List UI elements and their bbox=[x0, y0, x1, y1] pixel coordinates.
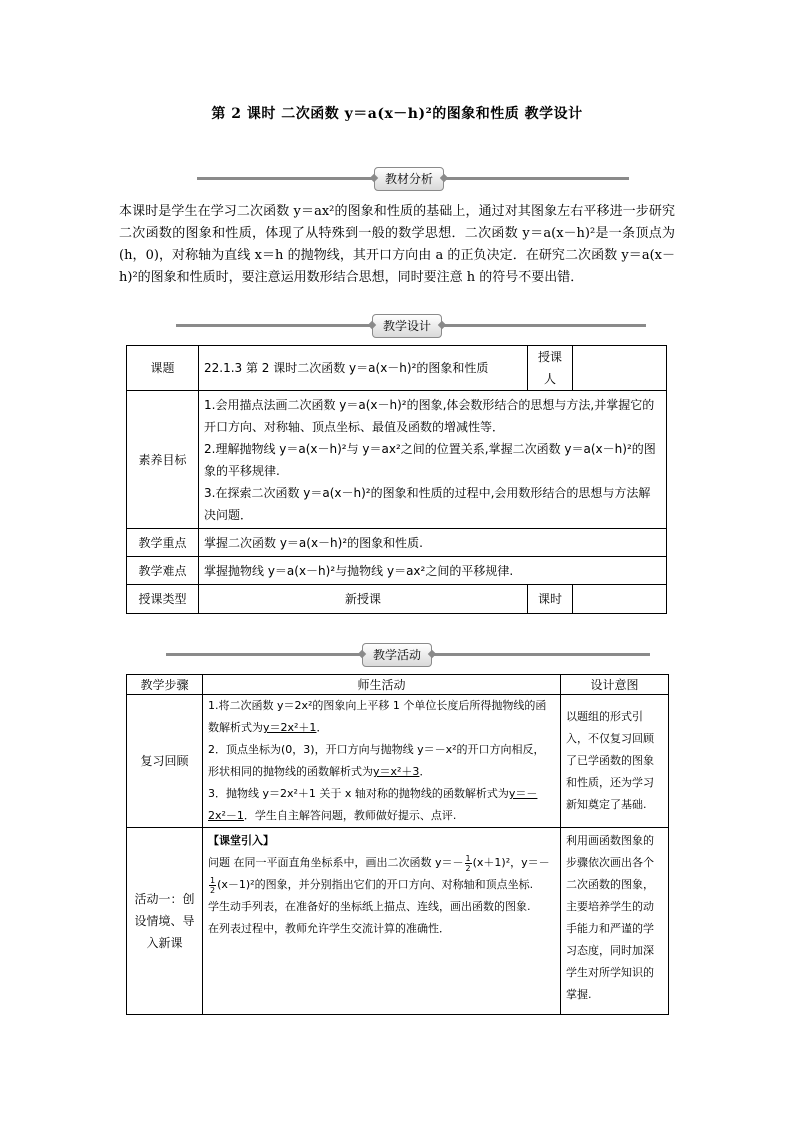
objective-item: 3.在探索二次函数 y＝a(x－h)²的图象和性质的过程中,会用数形结合的思想与方法解决问题． bbox=[204, 485, 651, 522]
key-value: 掌握二次函数 y＝a(x－h)²的图象和性质. bbox=[199, 529, 667, 557]
section-header-analysis bbox=[197, 167, 629, 191]
activity-table bbox=[126, 674, 669, 1015]
review-question: 2．顶点坐标为(0，3)，开口方向与抛物线 y＝－x²的开口方向相反，形状相同的抛物线的函数解析式为y＝x²＋3． bbox=[208, 743, 545, 778]
header-intent: 设计意图 bbox=[561, 675, 669, 695]
section-label: 教材分析 bbox=[374, 167, 444, 191]
section-header-design bbox=[176, 314, 646, 338]
fraction: $\frac{1}{2}$ bbox=[210, 875, 216, 895]
key-label: 教学重点 bbox=[127, 529, 199, 557]
teacher-value bbox=[573, 346, 667, 391]
hours-value bbox=[573, 585, 667, 614]
section-header-activity bbox=[166, 643, 650, 667]
section-label: 教学活动 bbox=[362, 643, 432, 667]
table-row bbox=[127, 346, 667, 391]
answer-underline: y＝x²＋3 bbox=[373, 765, 420, 778]
design-table bbox=[126, 345, 667, 614]
answer-underline: y＝2x²＋1 bbox=[263, 721, 317, 734]
activity-text: 在列表过程中，教师允许学生交流计算的准确性． bbox=[208, 922, 450, 935]
page-title: 第 2 课时 二次函数 y＝a(x－h)²的图象和性质 教学设计 bbox=[211, 106, 583, 122]
table-row bbox=[127, 557, 667, 585]
table-row bbox=[127, 585, 667, 614]
answer-underline: y＝－2x²－1 bbox=[208, 787, 538, 822]
objectives-label: 素养目标 bbox=[127, 391, 199, 529]
review-question: 3．抛物线 y＝2x²＋1 关于 x 轴对称的抛物线的函数解析式为y＝－2x²－1．学生自主解答问题，教师做好提示、点评. bbox=[208, 787, 538, 822]
topic-value: 22.1.3 第 2 课时二次函数 y＝a(x－h)²的图象和性质 bbox=[199, 346, 528, 391]
activity-cell bbox=[203, 695, 561, 828]
teacher-label: 授课人 bbox=[528, 346, 573, 391]
type-value: 新授课 bbox=[199, 585, 528, 614]
objective-item: 2.理解抛物线 y＝a(x－h)²与 y＝ax²之间的位置关系,掌握二次函数 y＝a(x－h)²的图象的平移规律. bbox=[204, 441, 656, 478]
intent-cell: 利用画函数图象的步骤依次画出各个二次函数的图象，主要培养学生的动手能力和严谨的学习态度，同时加深学生对所学知识的掌握. bbox=[561, 828, 669, 1015]
analysis-paragraph: 本课时是学生在学习二次函数 y＝ax²的图象和性质的基础上，通过对其图象左右平移进一步研究二次函数的图象和性质，体现了从特殊到一般的数学思想．二次函数 y＝a(x－h)²是一条顶点为(h，0)，对称轴为直线 x＝h 的抛物线，其开口方向由 a 的正负决定．在研究二次函数 y＝a(x－h)²的图象和性质时，要注意运用数形结合思想，同时要注意 h 的符号不要出错． bbox=[119, 204, 675, 285]
intro-label: 【课堂引入】 bbox=[208, 834, 274, 847]
topic-label: 课题 bbox=[127, 346, 199, 391]
table-row bbox=[127, 391, 667, 529]
hours-label: 课时 bbox=[528, 585, 573, 614]
type-label: 授课类型 bbox=[127, 585, 199, 614]
section-label: 教学设计 bbox=[372, 314, 442, 338]
difficult-value: 掌握抛物线 y＝a(x－h)²与抛物线 y＝ax²之间的平移规律. bbox=[199, 557, 667, 585]
fraction: $\frac{1}{2}$ bbox=[465, 853, 471, 873]
header-activity: 师生活动 bbox=[203, 675, 561, 695]
step-cell: 活动一：创设情境、导入新课 bbox=[127, 828, 203, 1015]
step-cell: 复习回顾 bbox=[127, 695, 203, 828]
table-row bbox=[127, 529, 667, 557]
activity-cell bbox=[203, 828, 561, 1015]
header-step: 教学步骤 bbox=[127, 675, 203, 695]
table-row bbox=[127, 828, 669, 1015]
table-row bbox=[127, 695, 669, 828]
review-question: 1.将二次函数 y＝2x²的图象向上平移 1 个单位长度后所得抛物线的函数解析式为y＝2x²＋1． bbox=[208, 699, 547, 734]
activity-text: 学生动手列表，在准备好的坐标纸上描点、连线，画出函数的图象. bbox=[208, 900, 531, 913]
difficult-label: 教学难点 bbox=[127, 557, 199, 585]
objective-item: 1.会用描点法画二次函数 y＝a(x－h)²的图象,体会数形结合的思想与方法,并掌握它的开口方向、对称轴、顶点坐标、最值及函数的增减性等． bbox=[204, 397, 655, 434]
table-header-row bbox=[127, 675, 669, 695]
intent-cell: 以题组的形式引入，不仅复习回顾了已学函数的图象和性质，还为学习新知奠定了基础. bbox=[561, 695, 669, 828]
problem-text: 问题 在同一平面直角坐标系中，画出二次函数 y＝－ $\frac{1}{2}$ (x＋1)²，y＝－ $\frac{1}{2}$ (x－1)²的图象，并分别指出它们的开口方向、对称轴和顶点坐标. bbox=[208, 853, 550, 895]
objectives-cell bbox=[199, 391, 667, 529]
